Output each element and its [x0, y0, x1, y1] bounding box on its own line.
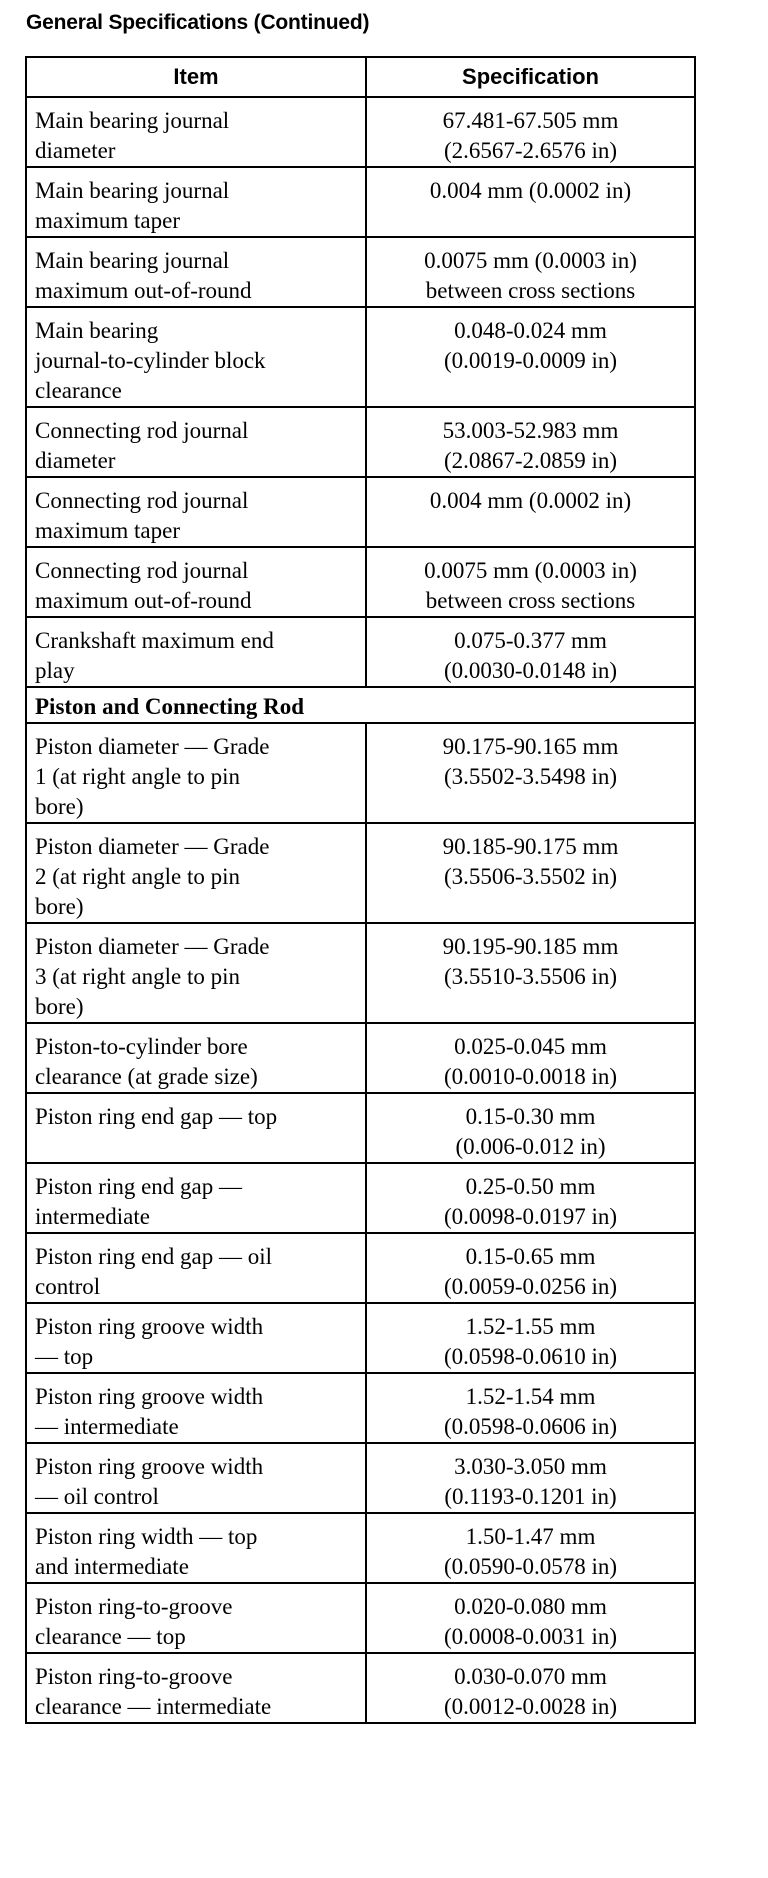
item-text-line: Piston diameter — Grade [35, 834, 270, 859]
specification-cell [366, 1373, 695, 1443]
specification-text-line: (3.5502-3.5498 in) [443, 764, 618, 789]
item-cell [26, 1653, 366, 1723]
item-cell [26, 237, 366, 307]
specification-text-line: 1.50-1.47 mm [465, 1524, 596, 1549]
item-text-line: Piston ring-to-groove [35, 1594, 233, 1619]
specification-cell [366, 167, 695, 237]
specification-text-line: 0.075-0.377 mm [454, 628, 607, 653]
specification-text-line: (0.0010-0.0018 in) [443, 1064, 618, 1089]
table-row [26, 1163, 695, 1233]
item-text-line: clearance (at grade size) [35, 1064, 258, 1089]
item-text-line: Piston ring end gap — top [35, 1104, 278, 1129]
item-cell [26, 1163, 366, 1233]
specification-text-line: (0.0059-0.0256 in) [443, 1274, 618, 1299]
table-row [26, 1653, 695, 1723]
item-text-line: clearance — intermediate [35, 1694, 272, 1719]
specification-cell [366, 723, 695, 823]
item-text-line: maximum out-of-round [35, 588, 252, 613]
specification-text-line: between cross sections [425, 278, 636, 303]
specification-text-line: 0.0075 mm (0.0003 in) [424, 248, 637, 273]
item-cell [26, 1093, 366, 1163]
item-cell [26, 823, 366, 923]
item-text-line: clearance [35, 378, 122, 403]
specification-text-line: (2.6567-2.6576 in) [443, 138, 618, 163]
specification-cell [366, 547, 695, 617]
specification-cell [366, 1583, 695, 1653]
item-cell [26, 1373, 366, 1443]
table-row [26, 1583, 695, 1653]
item-text-line: — intermediate [35, 1414, 179, 1439]
table-row [26, 407, 695, 477]
item-text-line: Piston-to-cylinder bore [35, 1034, 248, 1059]
specification-cell [366, 1023, 695, 1093]
specification-cell [366, 617, 695, 687]
table-row [26, 923, 695, 1023]
specification-cell [366, 1653, 695, 1723]
specification-text-line: 90.175-90.165 mm [442, 734, 619, 759]
item-text-line: journal-to-cylinder block [35, 348, 266, 373]
table-row [26, 617, 695, 687]
item-text-line: Crankshaft maximum end [35, 628, 274, 653]
item-text-line: Connecting rod journal [35, 558, 249, 583]
item-cell [26, 723, 366, 823]
section-row [26, 687, 695, 723]
item-cell [26, 1583, 366, 1653]
specification-text-line: 0.004 mm (0.0002 in) [429, 178, 632, 203]
item-cell [26, 547, 366, 617]
item-text-line: maximum taper [35, 518, 180, 543]
item-text-line: play [35, 658, 75, 683]
table-header-row [26, 57, 695, 97]
specification-cell [366, 237, 695, 307]
table-row [26, 1513, 695, 1583]
item-cell [26, 1023, 366, 1093]
item-text-line: — oil control [35, 1484, 159, 1509]
table-row [26, 1443, 695, 1513]
specification-text-line: 67.481-67.505 mm [442, 108, 619, 133]
item-text-line: Main bearing journal [35, 108, 230, 133]
specification-text-line: 1.52-1.54 mm [465, 1384, 596, 1409]
item-text-line: bore) [35, 894, 84, 919]
item-text-line: Piston ring groove width [35, 1314, 264, 1339]
item-text-line: Piston ring groove width [35, 1384, 264, 1409]
specification-text-line: (0.006-0.012 in) [455, 1134, 606, 1159]
item-text-line: maximum out-of-round [35, 278, 252, 303]
specification-text-line: 0.030-0.070 mm [454, 1664, 607, 1689]
specification-text-line: (0.1193-0.1201 in) [444, 1484, 617, 1509]
item-text-line: control [35, 1274, 101, 1299]
item-text-line: bore) [35, 794, 84, 819]
item-text-line: Connecting rod journal [35, 418, 249, 443]
table-row [26, 1373, 695, 1443]
specification-text-line: 53.003-52.983 mm [442, 418, 619, 443]
specification-text-line: (3.5506-3.5502 in) [443, 864, 618, 889]
specification-text-line: 3.030-3.050 mm [454, 1454, 607, 1479]
item-cell [26, 477, 366, 547]
item-text-line: Main bearing [35, 318, 159, 343]
specification-text-line: 0.15-0.30 mm [465, 1104, 596, 1129]
table-row [26, 477, 695, 547]
item-cell [26, 1233, 366, 1303]
section-heading: Piston and Connecting Rod [26, 687, 695, 723]
item-cell [26, 167, 366, 237]
specification-text-line: 0.004 mm (0.0002 in) [429, 488, 632, 513]
item-text-line: bore) [35, 994, 84, 1019]
spec-table [25, 56, 696, 1724]
item-text-line: Piston ring end gap — oil [35, 1244, 273, 1269]
specification-text-line: (0.0598-0.0606 in) [443, 1414, 618, 1439]
item-cell [26, 1303, 366, 1373]
specification-cell [366, 1513, 695, 1583]
specification-cell [366, 97, 695, 167]
item-cell [26, 1513, 366, 1583]
item-text-line: diameter [35, 138, 116, 163]
table-row [26, 167, 695, 237]
specification-text-line: 0.15-0.65 mm [465, 1244, 596, 1269]
specification-cell [366, 1163, 695, 1233]
specification-text-line: (2.0867-2.0859 in) [443, 448, 618, 473]
table-row [26, 1233, 695, 1303]
item-cell [26, 617, 366, 687]
item-text-line: Piston ring groove width [35, 1454, 264, 1479]
item-text-line: Main bearing journal [35, 178, 230, 203]
item-text-line: 1 (at right angle to pin [35, 764, 241, 789]
column-header-specification: Specification [366, 57, 695, 97]
item-cell [26, 97, 366, 167]
table-row [26, 237, 695, 307]
item-text-line: Connecting rod journal [35, 488, 249, 513]
specification-text-line: 0.25-0.50 mm [465, 1174, 596, 1199]
item-text-line: clearance — top [35, 1624, 186, 1649]
table-row [26, 1303, 695, 1373]
specification-text-line: (0.0019-0.0009 in) [443, 348, 618, 373]
item-text-line: 3 (at right angle to pin [35, 964, 241, 989]
specification-text-line: 90.195-90.185 mm [442, 934, 619, 959]
specification-text-line: (0.0008-0.0031 in) [443, 1624, 618, 1649]
item-text-line: Piston diameter — Grade [35, 934, 270, 959]
specification-text-line: between cross sections [425, 588, 636, 613]
specification-text-line: 0.0075 mm (0.0003 in) [424, 558, 637, 583]
item-text-line: 2 (at right angle to pin [35, 864, 241, 889]
table-row [26, 823, 695, 923]
table-row [26, 307, 695, 407]
item-text-line: and intermediate [35, 1554, 189, 1579]
specification-text-line: (3.5510-3.5506 in) [443, 964, 618, 989]
item-text-line: Piston ring end gap — [35, 1174, 242, 1199]
item-text-line: maximum taper [35, 208, 180, 233]
item-text-line: Main bearing journal [35, 248, 230, 273]
table-row [26, 547, 695, 617]
specification-text-line: (0.0598-0.0610 in) [443, 1344, 618, 1369]
page-title: General Specifications (Continued) [26, 11, 370, 34]
specification-cell [366, 307, 695, 407]
specification-text-line: 0.020-0.080 mm [454, 1594, 607, 1619]
table-body [26, 97, 695, 1723]
specification-cell [366, 923, 695, 1023]
specification-cell [366, 477, 695, 547]
table-row [26, 1093, 695, 1163]
specification-text-line: (0.0098-0.0197 in) [443, 1204, 618, 1229]
table-row [26, 1023, 695, 1093]
specification-cell [366, 1233, 695, 1303]
specification-cell [366, 823, 695, 923]
specification-cell [366, 1303, 695, 1373]
table-row [26, 97, 695, 167]
specification-cell [366, 1093, 695, 1163]
item-cell [26, 1443, 366, 1513]
item-text-line: Piston ring width — top [35, 1524, 258, 1549]
column-header-item: Item [26, 57, 366, 97]
item-cell [26, 923, 366, 1023]
item-text-line: — top [35, 1344, 94, 1369]
item-text-line: Piston diameter — Grade [35, 734, 270, 759]
specification-text-line: 1.52-1.55 mm [465, 1314, 596, 1339]
specification-cell [366, 407, 695, 477]
item-cell [26, 407, 366, 477]
table-row [26, 723, 695, 823]
specification-text-line: 0.048-0.024 mm [454, 318, 607, 343]
item-text-line: intermediate [35, 1204, 150, 1229]
specification-text-line: (0.0012-0.0028 in) [443, 1694, 618, 1719]
specification-cell [366, 1443, 695, 1513]
specification-text-line: 0.025-0.045 mm [454, 1034, 607, 1059]
item-text-line: Piston ring-to-groove [35, 1664, 233, 1689]
specification-text-line: (0.0030-0.0148 in) [443, 658, 618, 683]
item-text-line: diameter [35, 448, 116, 473]
specification-text-line: (0.0590-0.0578 in) [443, 1554, 618, 1579]
item-cell [26, 307, 366, 407]
specification-text-line: 90.185-90.175 mm [442, 834, 619, 859]
